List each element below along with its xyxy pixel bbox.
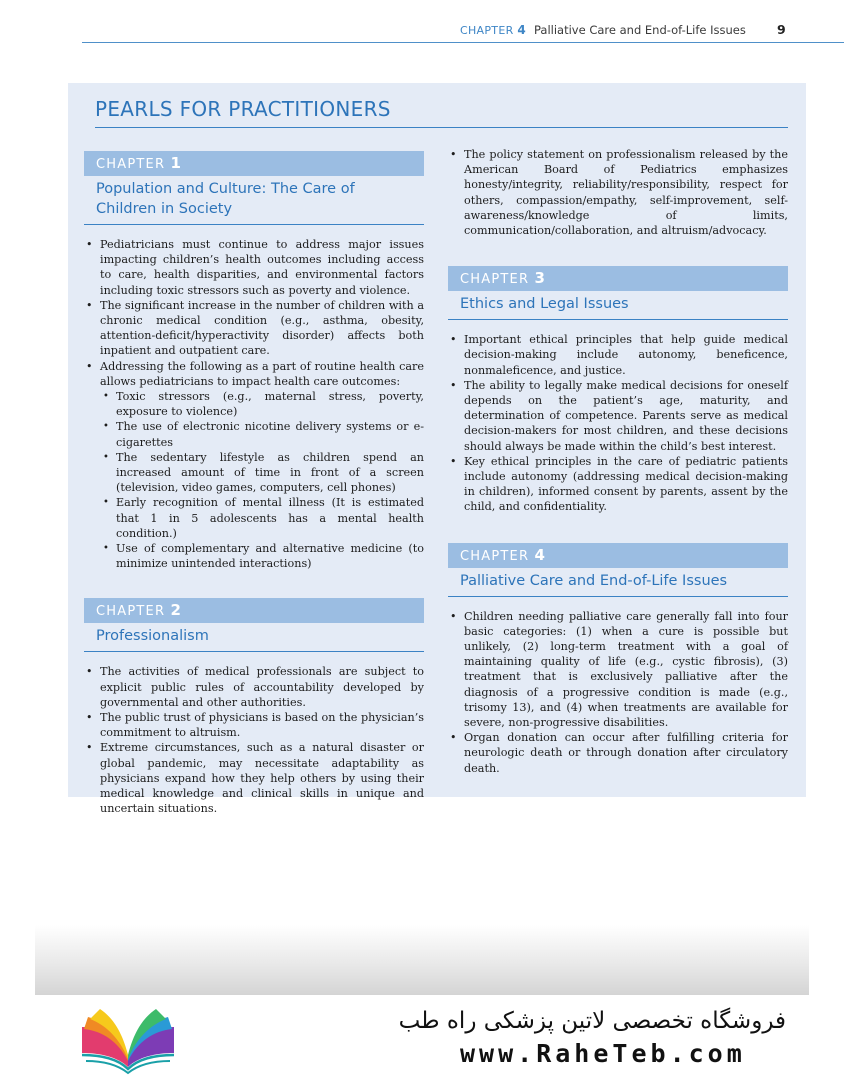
header-chapter-label: CHAPTER bbox=[460, 24, 514, 37]
list-item: • The policy statement on professionalism released by the American Board of Pediatrics emphasizes honesty/integrity, reliability/responsibility, respect for others, compassion/empathy, self-improvement, self-awareness/knowledge of limits, communication/collaboration, and altruism/advocacy. bbox=[448, 147, 788, 238]
list-item: • The significant increase in the number of children with a chronic medical condition (e.g., asthma, obesity, attention-deficit/hyperactivity disorder) affects both inpatient and outpatient care. bbox=[84, 298, 424, 359]
chapter-4-number: 4 bbox=[534, 545, 545, 564]
chapter-3-title: Ethics and Legal Issues bbox=[448, 291, 788, 320]
list-item: • The public trust of physicians is based on the physician’s commitment to altruism. bbox=[84, 710, 424, 740]
header-chapter-number: 4 bbox=[517, 23, 526, 37]
sub-list-item: • Toxic stressors (e.g., maternal stress, poverty, exposure to violence) bbox=[100, 389, 424, 419]
chapter-3-band bbox=[448, 266, 788, 291]
left-column bbox=[84, 151, 424, 817]
page-number: 9 bbox=[777, 22, 786, 37]
chapter-2-band bbox=[84, 598, 424, 623]
right-column bbox=[448, 147, 788, 776]
list-item: • Extreme circumstances, such as a natural disaster or global pandemic, may necessitate adaptability as physicians expand how they help others by using their medical knowledge and clinical skills in unique and uncertain situations. bbox=[84, 740, 424, 816]
chapter-1-sub-bullets bbox=[100, 389, 424, 571]
chapter-4-title: Palliative Care and End-of-Life Issues bbox=[448, 568, 788, 597]
sub-list-item: • The sedentary lifestyle as children spend an increased amount of time in front of a screen (television, video games, computers, cell phones) bbox=[100, 450, 424, 496]
chapter-4-band bbox=[448, 543, 788, 568]
footer-shadow bbox=[35, 925, 809, 995]
pearls-box bbox=[68, 83, 806, 816]
chapter-2-number: 2 bbox=[170, 601, 181, 620]
open-book-logo-icon bbox=[78, 1005, 178, 1075]
chapter-1-title: Population and Culture: The Care of Children in Society bbox=[84, 176, 424, 225]
chapter-2-bullets bbox=[84, 664, 424, 816]
list-item-text: Addressing the following as a part of routine health care allows pediatricians to impact health care outcomes: bbox=[100, 359, 424, 388]
pearls-title: PEARLS FOR PRACTITIONERS bbox=[95, 97, 391, 121]
chapter-1-bullets bbox=[84, 237, 424, 571]
header-chapter bbox=[460, 23, 526, 37]
chapter-3-number: 3 bbox=[534, 269, 545, 288]
header-chapter-title: Palliative Care and End-of-Life Issues bbox=[534, 23, 746, 37]
list-item: • Important ethical principles that help guide medical decision-making include autonomy, beneficence, nonmaleficence, and justice. bbox=[448, 332, 788, 378]
chapter-2-label: CHAPTER bbox=[96, 604, 166, 620]
chapter-4-bullets bbox=[448, 609, 788, 776]
shop-url[interactable]: www.RaheTeb.com bbox=[460, 1039, 746, 1068]
shop-name: فروشگاه تخصصی لاتین پزشکی راه طب bbox=[398, 1008, 786, 1034]
chapter-4-label: CHAPTER bbox=[460, 548, 530, 564]
chapter-1-number: 1 bbox=[170, 154, 181, 172]
sub-list-item: • Use of complementary and alternative medicine (to minimize unintended interactions) bbox=[100, 541, 424, 571]
chapter-3-label: CHAPTER bbox=[460, 272, 530, 288]
chapter-2-continued-bullets bbox=[448, 147, 788, 238]
list-item: • The activities of medical professionals are subject to explicit public rules of accountability developed by governmental and other authorities. bbox=[84, 664, 424, 710]
running-header bbox=[82, 20, 844, 43]
pearls-title-rule bbox=[95, 127, 788, 128]
sub-list-item: • Early recognition of mental illness (It is estimated that 1 in 5 adolescents has a mental health condition.) bbox=[100, 495, 424, 541]
chapter-2-title: Professionalism bbox=[84, 623, 424, 652]
list-item: • The ability to legally make medical decisions for oneself depends on the patient’s age, maturity, and determination of competence. Parents serve as medical decision-makers for most children, and these decisions should always be made within the child’s best interest. bbox=[448, 378, 788, 454]
list-item: • Pediatricians must continue to address major issues impacting children’s health outcomes including access to care, health disparities, and environmental factors including toxic stressors such as poverty and violence. bbox=[84, 237, 424, 298]
list-item: • Organ donation can occur after fulfilling criteria for neurologic death or through donation after circulatory death. bbox=[448, 730, 788, 776]
chapter-1-label: CHAPTER bbox=[96, 157, 166, 172]
list-item: • Key ethical principles in the care of pediatric patients include autonomy (addressing medical decision-making in children), informed consent by parents, assent by the child, and confidentiality. bbox=[448, 454, 788, 515]
list-item bbox=[84, 359, 424, 572]
chapter-3-bullets bbox=[448, 332, 788, 514]
list-item: • Children needing palliative care generally fall into four basic categories: (1) when a cure is possible but unlikely, (2) long-term treatment with a goal of maintaining quality of life (e.g., cystic fibrosis), (3) treatment that is exclusively palliative after the diagnosis of a progressive condition is made (e.g., trisomy 13), and (4) when treatments are available for severe, non-progressive disabilities. bbox=[448, 609, 788, 731]
chapter-1-band bbox=[84, 151, 424, 176]
sub-list-item: • The use of electronic nicotine delivery systems or e-cigarettes bbox=[100, 419, 424, 449]
